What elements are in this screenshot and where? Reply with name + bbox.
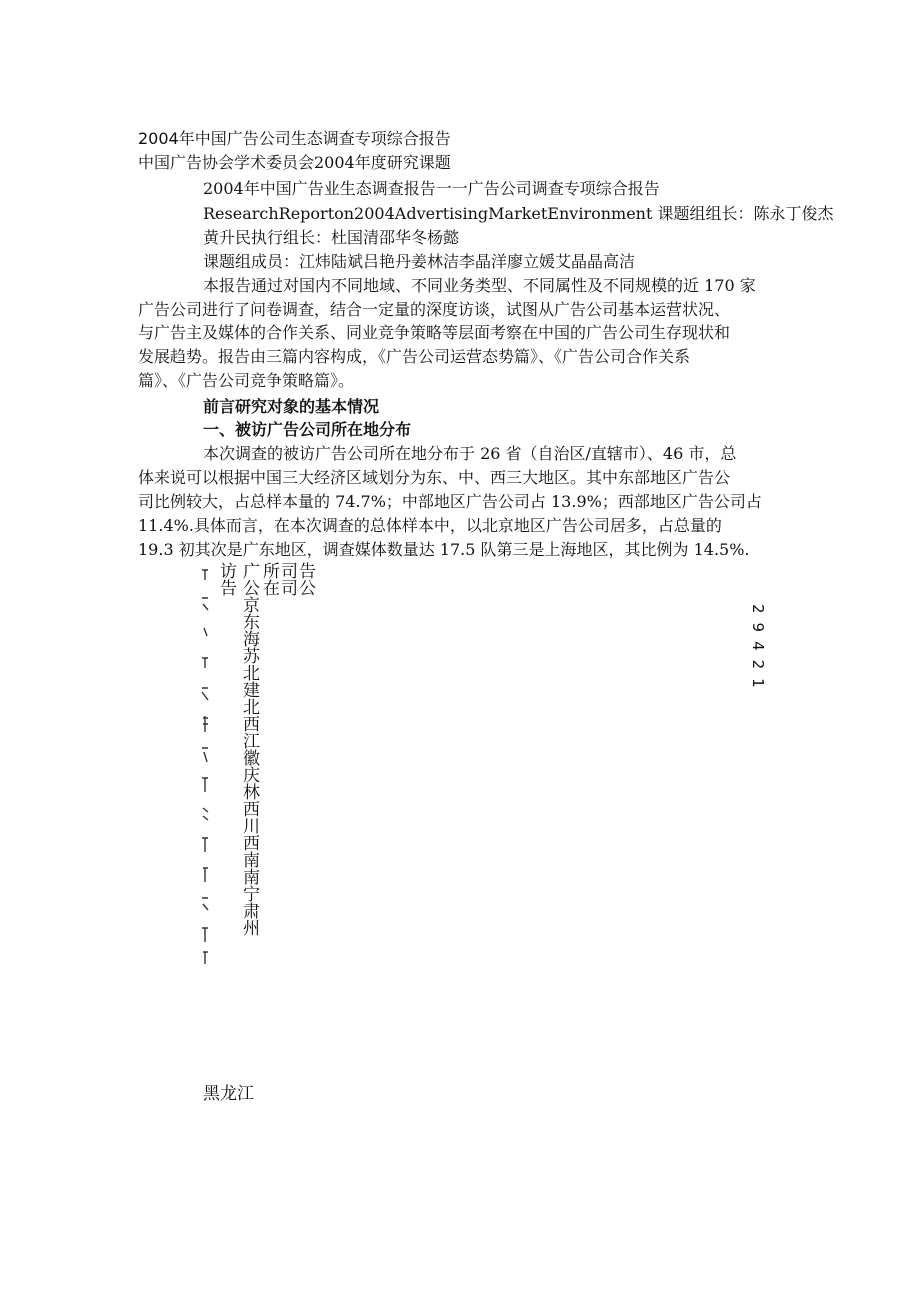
intro-line-3: 与广告主及媒体的合作关系、同业竞争策略等层面考察在中国的广告公司生存现状和 [138,323,731,342]
english-title-line: ResearchReporton2004AdvertisingMarketEnvironment 课题组组长：陈永丁俊杰 [203,204,834,223]
clipped-glyphs-graphic [200,566,210,968]
body-line-4: 11.4%.具体而言，在本次调查的总体样本中，以北京地区广告公司居多，占总量的 [138,516,722,535]
body-line-5: 19.3 初其次是广东地区，调查媒体数量达 17.5 队第三是上海地区，其比例为 14.5%. [138,540,750,559]
report-subtitle: 2004年中国广告业生态调查报告一一广告公司调查专项综合报告 [203,179,660,198]
body-line-3: 司比例较大，占总样本量的 74.7%；中部地区广告公司占 13.9%；西部地区广告公司占 [138,492,762,511]
table-col-visit: 访告 [216,562,236,596]
clipped-column-fragment [200,566,210,968]
table-bottom-label: 黑龙江 [203,1084,254,1104]
document-title: 2004年中国广告公司生态调查专项综合报告 [138,129,451,148]
table-col-provinces: 广公京东海苏北建北西江徽庆林西川西南南宁肃州 [239,562,259,936]
leaders-line: 黄升民执行组长：杜国清邵华冬杨懿 [203,228,460,247]
intro-line-2: 广告公司进行了问卷调查，结合一定量的深度访谈，试图从广告公司基本运营状况、 [138,300,731,319]
members-line: 课题组成员：江炜陆斌吕艳丹姜林洁李晶洋廖立媛艾晶晶高洁 [203,252,636,271]
preface-heading: 前言研究对象的基本情况 [203,397,380,416]
intro-line-5: 篇》、《广告公司竞争策略篇》。 [138,371,355,390]
org-line: 中国广告协会学术委员会2004年度研究课题 [138,153,451,172]
table-col-location-header: 告公司司所在 [259,562,315,596]
intro-line-4: 发展趋势。报告由三篇内容构成，《广告公司运营态势篇》、《广告公司合作关系 [138,347,691,366]
body-line-1: 本次调查的被访广告公司所在地分布于 26 省（自治区/直辖市）、46 市，总 [203,444,737,463]
section-heading-location: 一、被访广告公司所在地分布 [203,420,412,439]
intro-line-1: 本报告通过对国内不同地域、不同业务类型、不同属性及不同规模的近 170 家 [203,276,756,295]
table-right-numbers: 29421 [749,604,767,697]
body-line-2: 体来说可以根据中国三大经济区域划分为东、中、西三大地区。其中东部地区广告公 [138,468,731,487]
